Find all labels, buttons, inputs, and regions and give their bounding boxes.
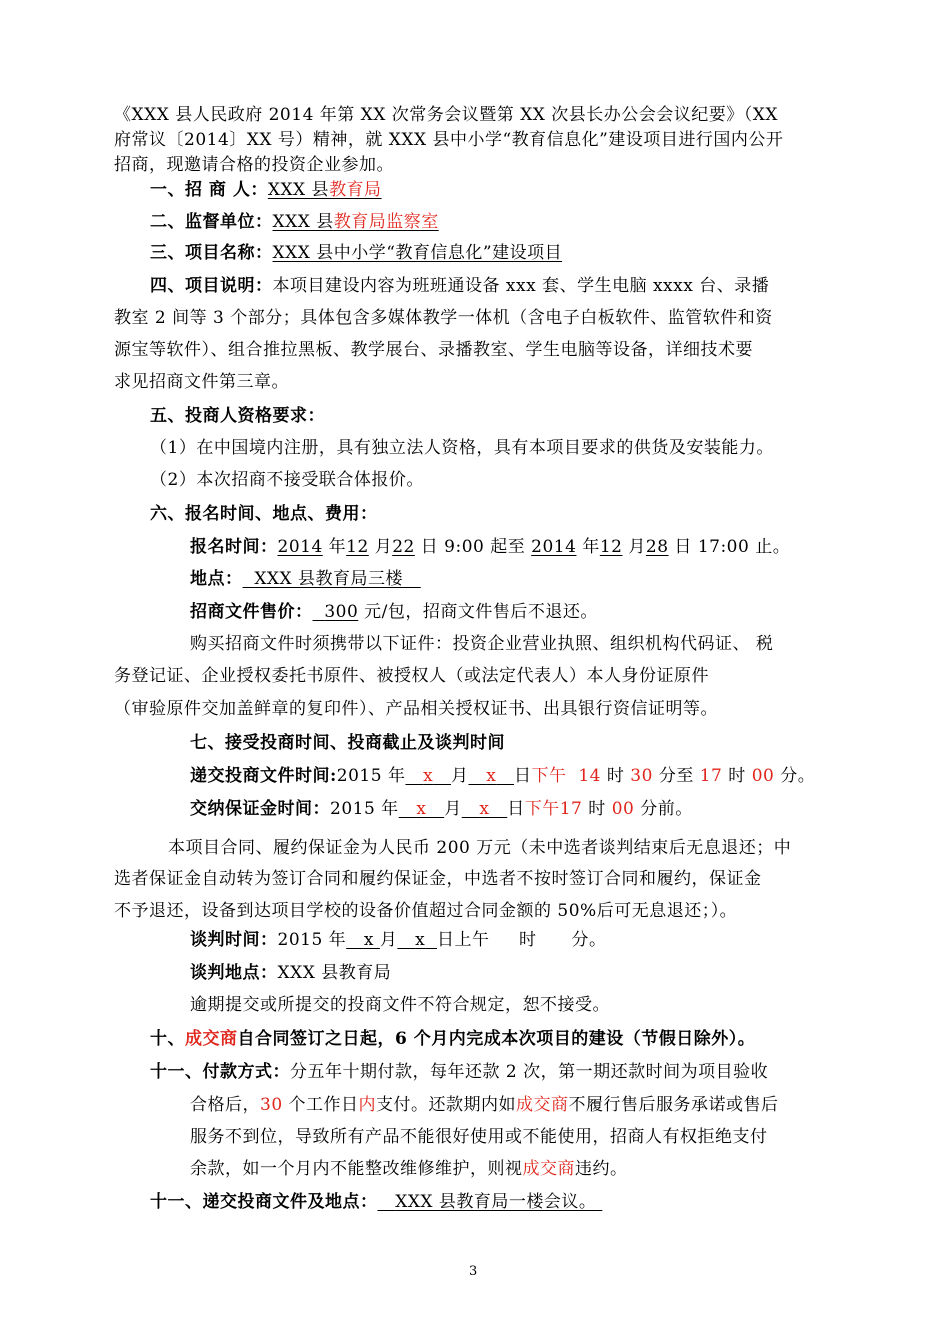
section-4-line-2: 教室 2 间等 3 个部分；具体包含多媒体教学一体机（含电子白板软件、监管软件和资	[114, 308, 773, 328]
registration-place: 地点： XXX 县教育局三楼	[190, 569, 404, 589]
section-4-line-4: 求见招商文件第三章。	[114, 372, 289, 392]
submit-time: 递交投商文件时间:2015 年 x 月 x 日下午 14 时 30 分至 17 时 00 分。	[190, 766, 816, 786]
late-submission-note: 逾期提交或所提交的投商文件不符合规定，恕不接受。	[190, 995, 610, 1015]
deposit-time: 交纳保证金时间：2015 年 x 月 x 日下午17 时 00 分前。	[190, 799, 693, 819]
intro-line-2: 府常议〔2014〕XX 号）精神，就 XXX 县中小学“教育信息化”建设项目进行国内公开	[114, 130, 784, 150]
section-2-label: 二、监督单位：	[150, 212, 273, 232]
negotiation-place: 谈判地点：XXX 县教育局	[190, 963, 392, 983]
contract-deposit-line-1: 本项目合同、履约保证金为人民币 200 万元（未中选者谈判结束后无息退还；中	[168, 838, 792, 858]
registration-time: 报名时间：2014 年12 月22 日 9:00 起至 2014 年12 月28 日 17:00 止。	[190, 537, 791, 557]
section-11-line-4: 余款，如一个月内不能整改维修维护，则视成交商违约。	[190, 1159, 628, 1179]
document-price: 招商文件售价： 300 元/包，招商文件售后不退还。	[190, 602, 598, 622]
required-docs-line-1: 购买招商文件时须携带以下证件：投资企业营业执照、组织机构代码证、 税	[190, 634, 774, 654]
section-11-line-3: 服务不到位，导致所有产品不能很好使用或不能使用，招商人有权拒绝支付	[190, 1127, 768, 1147]
section-4-line-1: 四、项目说明：本项目建设内容为班班通设备 xxx 套、学生电脑 xxxx 台、录播	[150, 276, 770, 296]
contract-deposit-line-2: 选者保证金自动转为签订合同和履约保证金，中选者不按时签订合同和履约，保证金	[114, 869, 762, 889]
required-docs-line-3: （审验原件交加盖鲜章的复印件）、产品相关授权证书、出具银行资信证明等。	[114, 699, 718, 719]
page-number: 3	[469, 1264, 478, 1279]
section-6-label: 六、报名时间、地点、费用：	[150, 504, 378, 524]
section-3-value: XXX 县中小学“教育信息化”建设项目	[272, 243, 563, 263]
section-3	[150, 242, 562, 264]
section-11-line-1: 十一、付款方式：分五年十期付款，每年还款 2 次，第一期还款时间为项目验收	[150, 1062, 769, 1082]
section-2	[150, 211, 439, 233]
section-1-value: XXX 县教育局	[267, 180, 382, 200]
section-4-line-3: 源宝等软件）、组合推拉黑板、教学展台、录播教室、学生电脑等设备，详细技术要	[114, 340, 753, 360]
required-docs-line-2: 务登记证、企业授权委托书原件、被授权人（或法定代表人）本人身份证原件	[114, 666, 709, 686]
section-7-label: 七、接受投商时间、投商截止及谈判时间	[190, 733, 505, 753]
section-11-label: 十一、付款方式：	[150, 1062, 290, 1082]
section-12-label: 十一、递交投商文件及地点：	[150, 1192, 378, 1212]
section-3-label: 三、项目名称：	[150, 243, 273, 263]
section-5-item-2: （2）本次招商不接受联合体报价。	[150, 470, 424, 490]
intro-line-3: 招商，现邀请合格的投资企业参加。	[114, 155, 394, 175]
contract-deposit-line-3: 不予退还，设备到达项目学校的设备价值超过合同金额的 50%后可无息退还；）。	[114, 901, 738, 921]
intro-line-1: 《XXX 县人民政府 2014 年第 XX 次常务会议暨第 XX 次县长办公会会议纪要》（XX	[114, 105, 779, 125]
section-5-label: 五、投商人资格要求：	[150, 406, 325, 426]
section-1-label: 一、招 商 人：	[150, 180, 268, 200]
section-1	[150, 179, 382, 201]
section-12-value: XXX 县教育局一楼会议。	[395, 1192, 597, 1212]
section-2-value: XXX 县教育局监察室	[272, 212, 439, 232]
section-11-line-2: 合格后，30 个工作日内支付。还款期内如成交商不履行售后服务承诺或售后	[190, 1095, 779, 1115]
section-4-label: 四、项目说明：	[150, 276, 273, 296]
section-5-item-1: （1）在中国境内注册，具有独立法人资格，具有本项目要求的供货及安装能力。	[150, 438, 774, 458]
section-10: 十、成交商自合同签订之日起，6 个月内完成本次项目的建设（节假日除外）。	[150, 1029, 756, 1049]
section-12	[150, 1191, 602, 1213]
negotiation-time: 谈判时间：2015 年 x 月 x 日上午 时 分。	[190, 930, 607, 950]
